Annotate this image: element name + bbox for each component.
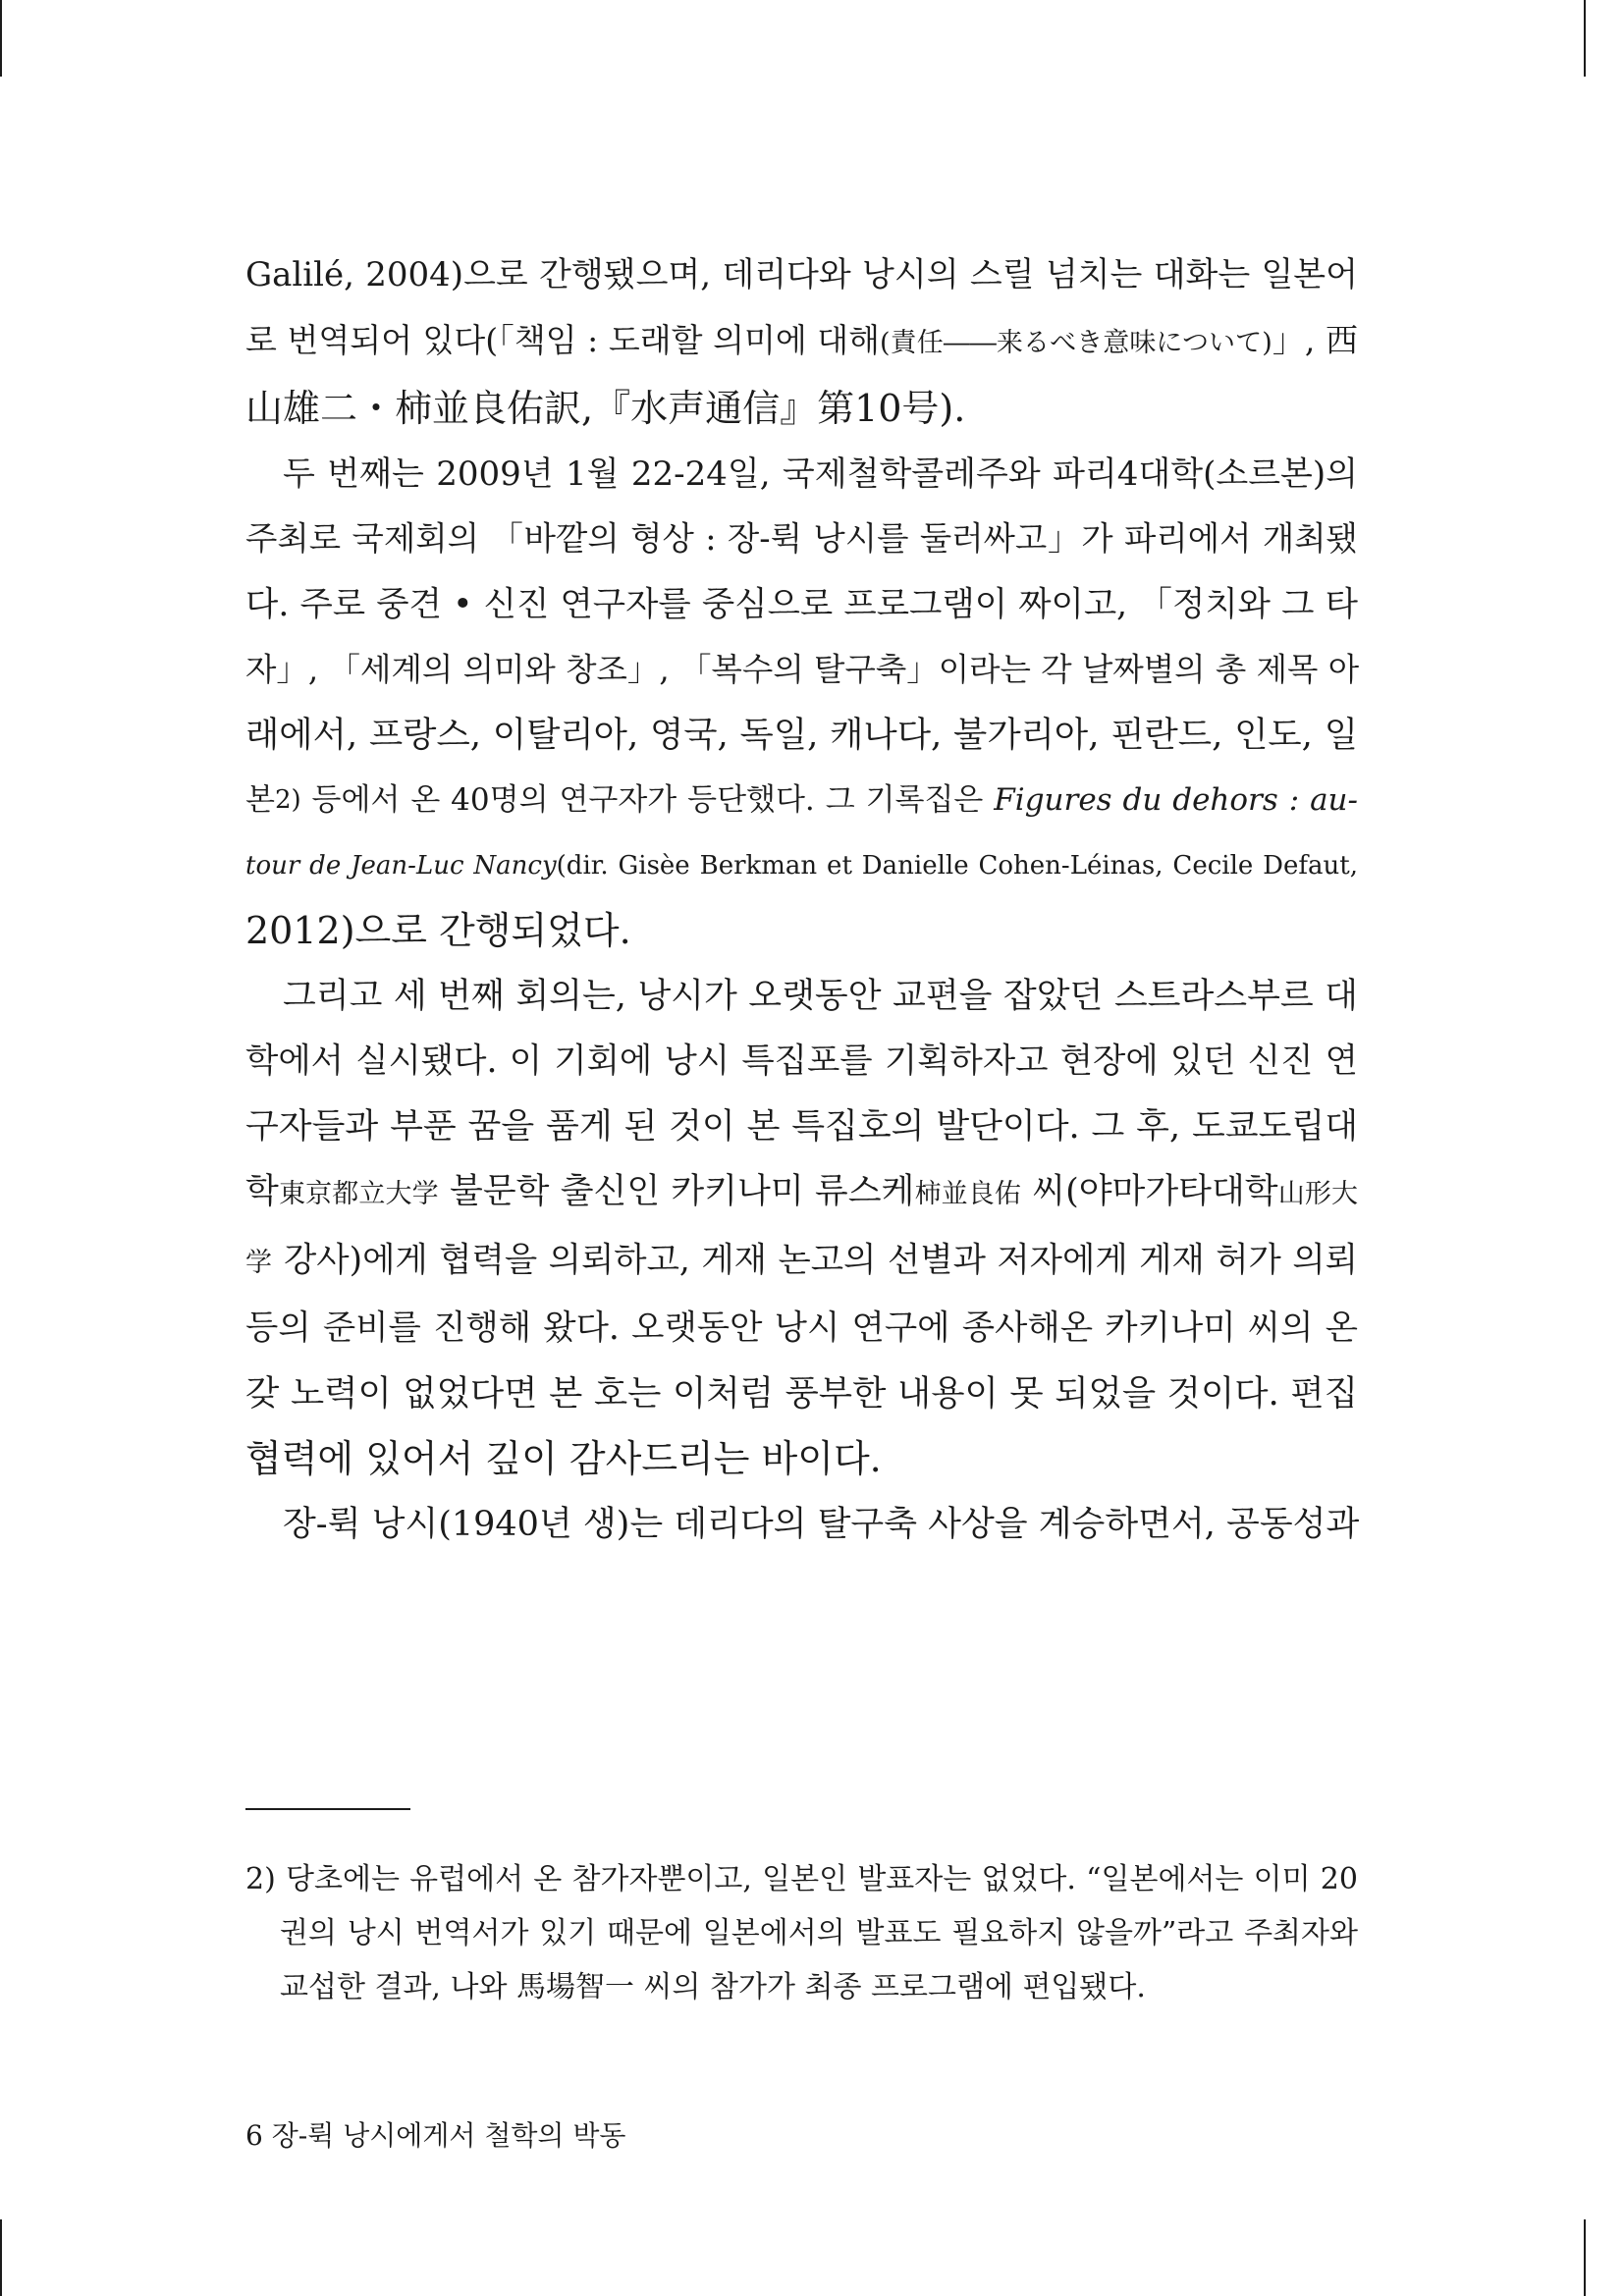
text-line: 학에서 실시됐다. 이 기회에 낭시 특집포를 기획하자고 현장에 있던 신진 연 <box>245 1041 1358 1081</box>
crop-mark-top-right <box>1584 0 1586 77</box>
book-title-italic: Figures du dehors : au- <box>994 782 1358 818</box>
book-title-italic: tour de Jean-Luc Nancy <box>245 850 557 881</box>
text-line: 등의 준비를 진행해 왔다. 오랫동안 낭시 연구에 종사해온 카키나미 씨의 온 <box>245 1308 1358 1348</box>
text-line: 자」, 「세계의 의미와 창조」, 「복수의 탈구축」이라는 각 날짜별의 총 제목 아 <box>245 651 1360 688</box>
text-segment: 불문학 출신인 카키나미 류스케 <box>438 1172 915 1211</box>
kanji-annotation: 山形大 <box>1277 1179 1359 1209</box>
text-line: 두 번째는 2009년 1월 22-24일, 국제철학콜레주와 파리4대학(소르본)의 <box>283 454 1358 494</box>
text-line: Galilé, 2004)으로 간행됐으며, 데리다와 낭시의 스릴 넘치는 대화는 일본어 <box>245 255 1358 294</box>
text-line: 그리고 세 번째 회의는, 낭시가 오랫동안 교편을 잡았던 스트라스부르 대 <box>283 976 1358 1016</box>
body-text <box>245 242 1358 1557</box>
text-line <box>245 1228 1358 1297</box>
paragraph-1 <box>245 242 1358 442</box>
kanji-annotation: 学 <box>245 1247 273 1278</box>
paragraph-4 <box>245 1492 1358 1558</box>
text-line: 래에서, 프랑스, 이탈리아, 영국, 독일, 캐나다, 불가리아, 핀란드, 인도, 일 <box>245 714 1358 755</box>
page-footer <box>245 2116 625 2156</box>
japanese-title-small: (責任――来るべき意味について) <box>880 327 1272 358</box>
text-line <box>245 1159 1358 1228</box>
page-number: 6 <box>245 2119 263 2152</box>
footnote-line: 교섭한 결과, 나와 馬場智一 씨의 참가가 최종 프로그램에 편입됐다. <box>280 1970 1146 2004</box>
text-line <box>245 308 1358 377</box>
crop-mark-top-left <box>0 0 2 77</box>
running-title: 장-뤽 낭시에게서 철학의 박동 <box>271 2119 626 2152</box>
text-line: 협력에 있어서 깊이 감사드리는 바이다. <box>245 1437 882 1480</box>
text-segment: (dir. Gisèe Berkman et Danielle Cohen-Léinas, Cecile Defaut, <box>556 850 1358 881</box>
text-segment: 본 <box>245 782 275 818</box>
paragraph-2 <box>245 442 1358 964</box>
footnote-reference[interactable]: 2) <box>274 785 301 815</box>
footnote-separator <box>245 1808 410 1810</box>
text-segment: 학 <box>245 1172 279 1211</box>
footnote-line: 권의 낭시 번역서가 있기 때문에 일본에서의 발표도 필요하지 않을까”라고 주최자와 <box>280 1916 1358 1950</box>
text-segment: 로 번역되어 있다(「책임 : 도래할 의미에 대해 <box>245 320 881 359</box>
text-line: 구자들과 부푼 꿈을 품게 된 것이 본 특집호의 발단이다. 그 후, 도쿄도립대 <box>245 1106 1358 1147</box>
text-line <box>245 833 1358 899</box>
text-line: 갖 노력이 없었다면 본 호는 이처럼 풍부한 내용이 못 되었을 것이다. 편집 <box>245 1372 1358 1414</box>
kanji-annotation: 東京都立大学 <box>278 1179 439 1209</box>
text-line: 2012)으로 간행되었다. <box>245 909 631 952</box>
text-line: 주최로 국제회의 「바깥의 형상 : 장-뤽 낭시를 둘러싸고」가 파리에서 개최됐 <box>245 519 1358 558</box>
text-line: 장-뤽 낭시(1940년 생)는 데리다의 탈구축 사상을 계승하면서, 공동성과 <box>283 1504 1360 1544</box>
crop-mark-bottom-right <box>1584 2219 1586 2296</box>
kanji-annotation: 柿並良佑 <box>914 1179 1022 1209</box>
text-segment: 등에서 온 40명의 연구자가 등단했다. 그 기록집은 <box>300 782 995 818</box>
footnote-2 <box>245 1852 1358 2014</box>
footnote-line: 2) 당초에는 유럽에서 온 참가자뿐이고, 일본인 발표자는 없었다. “일본에서는 이미 20 <box>245 1862 1358 1896</box>
text-line <box>245 768 1358 833</box>
text-segment: 씨(야마가타대학 <box>1021 1172 1278 1211</box>
paragraph-3 <box>245 964 1358 1492</box>
text-segment: 」, 西 <box>1272 320 1359 359</box>
text-line: 다. 주로 중견 • 신진 연구자를 중심으로 프로그램이 짜이고, 「정치와 그 타 <box>245 584 1358 624</box>
crop-mark-bottom-left <box>0 2219 2 2296</box>
text-segment: 강사)에게 협력을 의뢰하고, 게재 논고의 선별과 저자에게 게재 허가 의뢰 <box>272 1240 1359 1280</box>
text-line: 山雄二・柿並良佑訳,『水声通信』第10号). <box>245 387 966 430</box>
